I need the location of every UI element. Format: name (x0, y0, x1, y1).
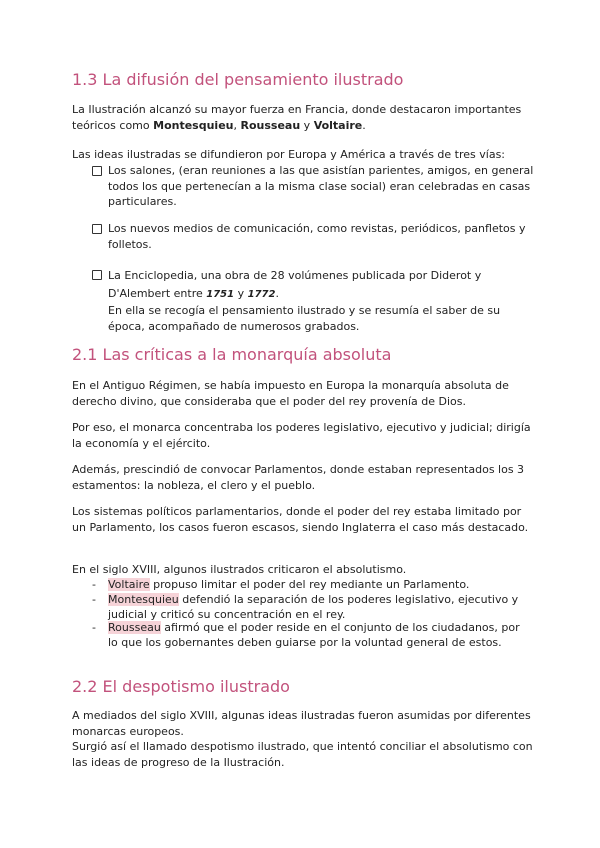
separator-y: y (300, 118, 314, 132)
checkbox-icon (92, 270, 102, 280)
list-item-text: Los nuevos medios de comunicación, como revistas, periódicos, panfletos y folletos. (108, 222, 526, 251)
critic-text (108, 577, 524, 592)
year-end: 1772 (247, 289, 276, 300)
section-heading-1-3: 1.3 La difusión del pensamiento ilustrado (72, 70, 404, 89)
critic-text (108, 620, 524, 650)
intro-paragraph (72, 102, 534, 133)
year-conjunction: y (234, 287, 248, 300)
list-item-text: Los salones, (eran reuniones a las que asistían parientes, amigos, en general todos los que pertenecían a la misma clase social) eran celebradas en casas particulares. (108, 164, 534, 208)
dash-bullet: - (92, 621, 96, 634)
checkbox-icon (92, 166, 102, 176)
name-montesquieu: Montesquieu (153, 118, 234, 132)
critic-description: defendió la separación de los poderes legislativo, ejecutivo y judicial y criticó su concentración en el rey. (108, 593, 519, 621)
critic-name-highlight: Montesquieu (108, 593, 179, 606)
paragraph-sistemas: Los sistemas políticos parlamentarios, donde el poder del rey estaba limitado por un Parlamento, los casos fueron escasos, siendo Inglaterra el caso más destacado. (72, 505, 529, 534)
enciclopedia-detail: En ella se recogía el pensamiento ilustrado y se resumía el saber de su época, acompañado de numerosos grabados. (108, 304, 501, 333)
intro-text: La Ilustración alcanzó su mayor fuerza en Francia, donde destacaron importantes teóricos como (72, 103, 522, 132)
paragraph-despotismo: Surgió así el llamado despotismo ilustrado, que intentó conciliar el absolutismo con las ideas de progreso de la Ilustración. (72, 740, 533, 769)
paragraph-poderes: Por eso, el monarca concentraba los poderes legislativo, ejecutivo y judicial; dirigía la economía y el ejército. (72, 421, 531, 450)
name-rousseau: Rousseau (240, 118, 301, 132)
intro-period: . (362, 118, 366, 132)
section-heading-2-1: 2.1 Las críticas a la monarquía absoluta (72, 345, 392, 364)
vias-paragraph: Las ideas ilustradas se difundieron por Europa y América a través de tres vías: (72, 148, 506, 161)
paragraph-mediados: A mediados del siglo XVIII, algunas ideas ilustradas fueron asumidas por diferentes monarcas europeos. (72, 709, 531, 738)
critic-description: afirmó que el poder reside en el conjunto de los ciudadanos, por lo que los gobernantes deben guiarse por la voluntad general de estos. (108, 621, 520, 649)
critic-text (108, 592, 524, 622)
dash-bullet: - (92, 593, 96, 606)
checkbox-icon (92, 224, 102, 234)
list-item-text (108, 267, 534, 304)
critic-name-highlight: Voltaire (108, 578, 150, 591)
enciclopedia-text: La Enciclopedia, una obra de 28 volúmenes publicada por Diderot y D'Alembert entre (108, 269, 482, 300)
critic-name-highlight: Rousseau (108, 621, 161, 634)
critic-description: propuso limitar el poder del rey mediante un Parlamento. (149, 578, 470, 591)
dash-bullet: - (92, 578, 96, 591)
paragraph-antiguo-regimen: En el Antiguo Régimen, se había impuesto en Europa la monarquía absoluta de derecho divino, que consideraba que el poder del rey provenía de Dios. (72, 379, 509, 408)
enciclopedia-period: . (275, 287, 279, 300)
separator-comma: , (233, 118, 241, 132)
paragraph-parlamentos: Además, prescindió de convocar Parlamentos, donde estaban representados los 3 estamentos: la nobleza, el clero y el pueblo. (72, 463, 525, 492)
year-start: 1751 (206, 289, 235, 300)
section-heading-2-2: 2.2 El despotismo ilustrado (72, 677, 290, 696)
name-voltaire: Voltaire (313, 118, 363, 132)
paragraph-siglo-xviii: En el siglo XVIII, algunos ilustrados criticaron el absolutismo. (72, 563, 407, 576)
